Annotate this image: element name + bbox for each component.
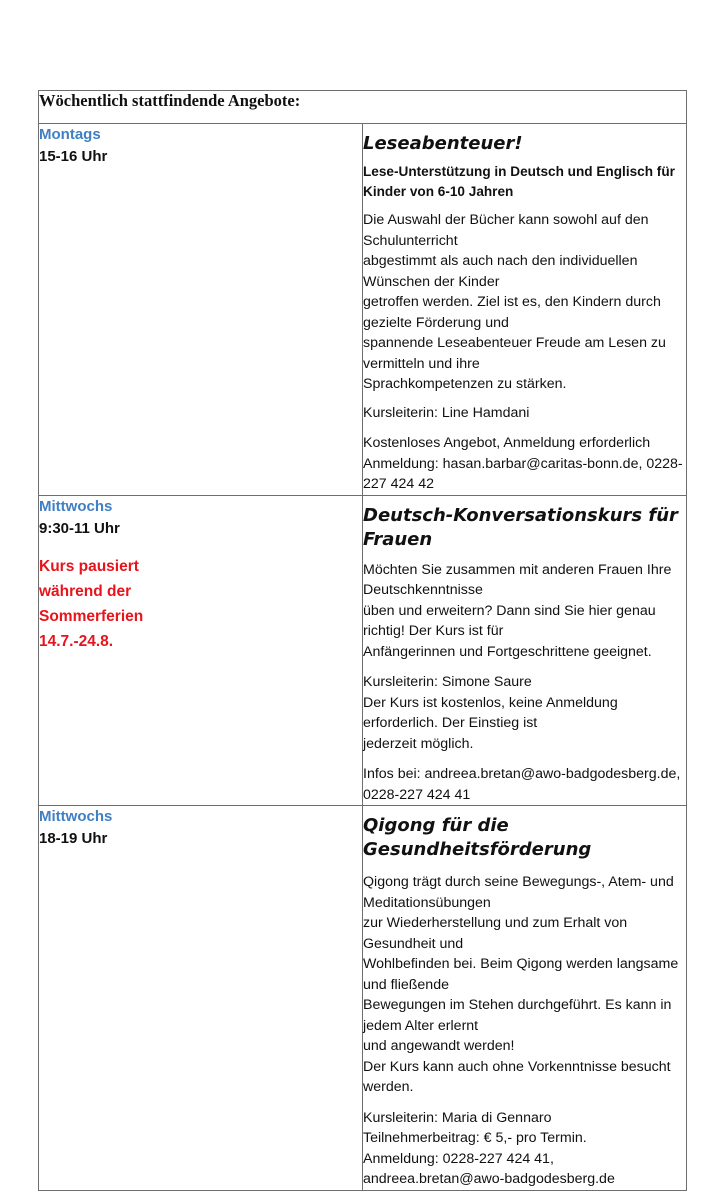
pause-notice: [39, 554, 362, 654]
notice-line: 14.7.-24.8.: [39, 632, 114, 650]
course-description: [363, 210, 686, 395]
course-info-line: Der Kurs ist kostenlos, keine Anmeldung erforderlich. Der Einstieg ist: [363, 694, 618, 731]
table-header: Wöchentlich stattfindende Angebote:: [39, 91, 687, 124]
description-line: Anfängerinnen und Fortgeschrittene geeignet.: [363, 643, 652, 660]
day-label: Mittwochs: [39, 808, 113, 825]
day-label: Mittwochs: [39, 497, 113, 515]
course-description: [363, 560, 686, 663]
course-leader: Kursleiterin: Simone Saure: [363, 674, 532, 690]
description-line: Der Kurs kann auch ohne Vorkenntnisse besucht werden.: [363, 1058, 671, 1095]
course-title: Deutsch-Konversationskurs für Frauen: [363, 504, 678, 550]
course-cell: [363, 124, 687, 496]
time-label: 15-16 Uhr: [39, 148, 108, 165]
table-row: [39, 495, 687, 806]
day-cell: [39, 806, 363, 1191]
notice-line: während der: [39, 582, 132, 600]
description-line: Sprachkompetenzen zu stärken.: [363, 376, 567, 392]
course-leader: Kursleiterin: Line Hamdani: [363, 404, 530, 421]
course-title: Qigong für die Gesundheitsförderung: [363, 815, 592, 860]
table-row: [39, 806, 687, 1191]
time-label: 9:30-11 Uhr: [39, 519, 120, 537]
day-cell: [39, 124, 363, 496]
notice-line: Sommerferien: [39, 607, 144, 625]
description-line: üben und erweitern? Dann sind Sie hier genau richtig! Der Kurs ist für: [363, 602, 656, 639]
schedule-table: [38, 90, 687, 1191]
course-contact: Infos bei: andreea.bretan@awo-badgodesberg.de, 0228-227 424 41: [363, 766, 681, 803]
description-line: Möchten Sie zusammen mit anderen Frauen Ihre Deutschkenntnisse: [363, 561, 672, 598]
course-leader: Kursleiterin: Maria di Gennaro: [363, 1109, 552, 1126]
course-cell: [363, 495, 687, 806]
table-row: [39, 124, 687, 496]
course-fee: Teilnehmerbeitrag: € 5,- pro Termin.: [363, 1130, 587, 1146]
time-label: 18-19 Uhr: [39, 830, 108, 847]
table-header-row: [39, 91, 687, 124]
course-description: [363, 872, 686, 1098]
description-line: getroffen werden. Ziel ist es, den Kindern durch gezielte Förderung und: [363, 294, 661, 331]
course-registration: Anmeldung: 0228-227 424 41, andreea.bretan@awo-badgodesberg.de: [363, 1150, 615, 1187]
course-title: Leseabenteuer!: [363, 133, 523, 154]
course-registration: Anmeldung: hasan.barbar@caritas-bonn.de, 0228-227 424 42: [363, 455, 683, 492]
course-info-line: jederzeit möglich.: [363, 735, 474, 752]
course-offer: Kostenloses Angebot, Anmeldung erforderlich: [363, 435, 651, 451]
description-line: abgestimmt als auch nach den individuellen Wünschen der Kinder: [363, 253, 638, 290]
description-line: Wohlbefinden bei. Beim Qigong werden langsame und fließende: [363, 956, 679, 993]
day-label: Montags: [39, 126, 101, 143]
description-line: zur Wiederherstellung und zum Erhalt von Gesundheit und: [363, 915, 628, 952]
notice-line: Kurs pausiert: [39, 557, 139, 575]
description-line: Bewegungen im Stehen durchgeführt. Es kann in jedem Alter erlernt: [363, 997, 672, 1034]
course-subtitle: Lese-Unterstützung in Deutsch und Englisch für Kinder von 6-10 Jahren: [363, 164, 675, 199]
description-line: spannende Leseabenteuer Freude am Lesen zu vermitteln und ihre: [363, 335, 666, 372]
description-line: Die Auswahl der Bücher kann sowohl auf den Schulunterricht: [363, 212, 649, 249]
day-cell: [39, 495, 363, 806]
description-line: und angewandt werden!: [363, 1038, 515, 1054]
description-line: Qigong trägt durch seine Bewegungs-, Atem- und Meditationsübungen: [363, 874, 674, 911]
course-cell: [363, 806, 687, 1191]
